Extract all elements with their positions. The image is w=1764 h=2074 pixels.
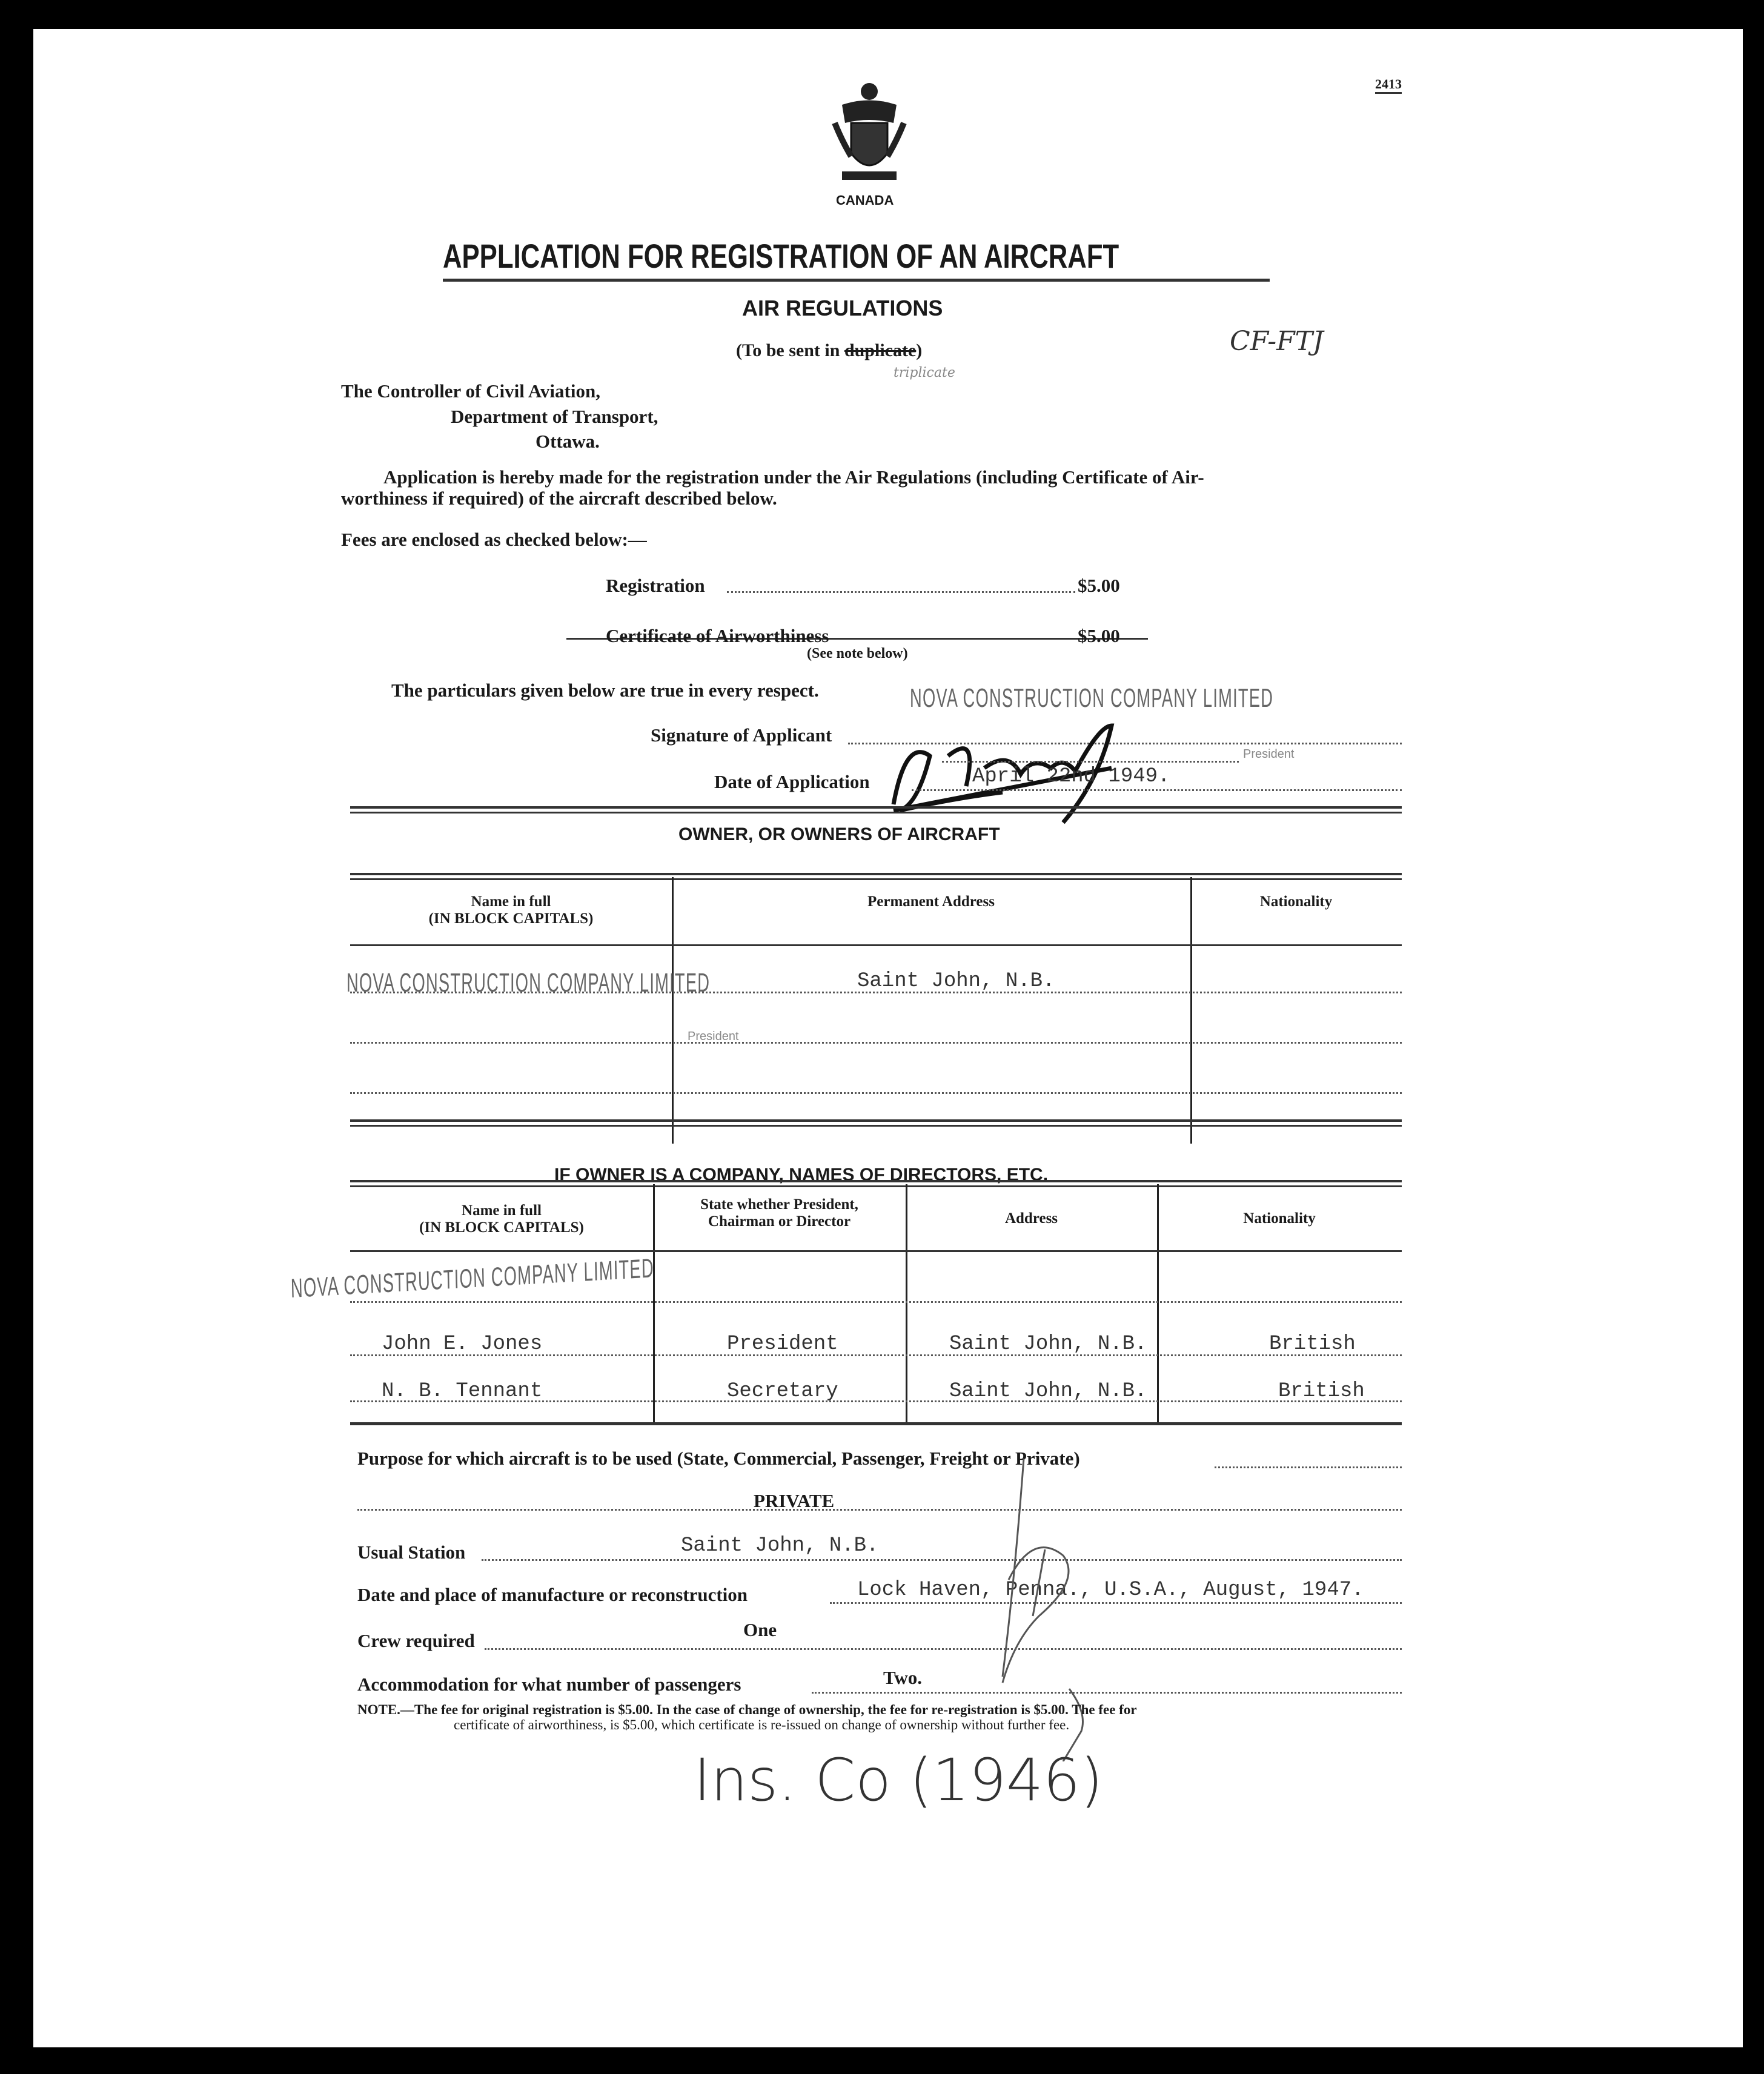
company-stamp: NOVA CONSTRUCTION COMPANY LIMITED bbox=[910, 683, 1274, 713]
director-name: John E. Jones bbox=[382, 1333, 543, 1356]
passengers-label: Accommodation for what number of passengers bbox=[357, 1674, 741, 1695]
owner-name: NOVA CONSTRUCTION COMPANY LIMITED bbox=[346, 968, 711, 998]
column-divider bbox=[672, 877, 674, 1144]
title-underline bbox=[443, 279, 1270, 282]
director-position: Secretary bbox=[727, 1380, 838, 1403]
crew-value: One bbox=[743, 1619, 777, 1640]
canada-crest-icon bbox=[830, 81, 909, 187]
owners-col-address: Permanent Address bbox=[867, 893, 995, 910]
page-title: APPLICATION FOR REGISTRATION OF AN AIRCRAFT bbox=[443, 237, 1119, 275]
station-label: Usual Station bbox=[357, 1542, 466, 1563]
owner-note: President bbox=[688, 1030, 739, 1043]
send-note: (To be sent in duplicate) bbox=[736, 340, 923, 360]
owners-col-name: Name in full (IN BLOCK CAPITALS) bbox=[428, 893, 594, 927]
directors-col-nationality: Nationality bbox=[1243, 1210, 1316, 1227]
owners-heading: OWNER, OR OWNERS OF AIRCRAFT bbox=[678, 824, 1000, 844]
directors-stamp: NOVA CONSTRUCTION COMPANY LIMITED bbox=[290, 1253, 655, 1304]
registration-mark: CF-FTJ bbox=[1230, 326, 1324, 357]
see-note: (See note below) bbox=[807, 646, 908, 661]
section-rule bbox=[350, 873, 1402, 880]
manufacture-label: Date and place of manufacture or reconstruction bbox=[357, 1584, 748, 1605]
signature-label: Signature of Applicant bbox=[651, 724, 832, 746]
crew-label: Crew required bbox=[357, 1630, 475, 1651]
addressee-line: Department of Transport, bbox=[451, 406, 658, 427]
addressee-line: The Controller of Civil Aviation, bbox=[341, 380, 600, 402]
manufacture-value: Lock Haven, Penna., U.S.A., August, 1947. bbox=[857, 1579, 1364, 1602]
fees-label: Fees are enclosed as checked below:— bbox=[341, 529, 647, 550]
fee-airworthiness-label: Certificate of Airworthiness bbox=[606, 625, 829, 646]
date-value: April 22nd 1949. bbox=[972, 765, 1170, 788]
director-address: Saint John, N.B. bbox=[949, 1380, 1147, 1403]
header-rule bbox=[350, 1250, 1402, 1252]
date-label: Date of Application bbox=[714, 771, 870, 792]
director-position: President bbox=[727, 1333, 838, 1356]
directors-heading: IF OWNER IS A COMPANY, NAMES OF DIRECTORS, ETC. bbox=[554, 1165, 1049, 1185]
application-text: Application is hereby made for the registration under the Air Regulations (including Certificate of Air- bbox=[383, 466, 1204, 488]
title-line bbox=[942, 761, 1239, 763]
document-page bbox=[33, 29, 1743, 2047]
handwritten-triplicate: triplicate bbox=[894, 365, 955, 380]
signature-title: President bbox=[1243, 747, 1295, 761]
leader-dots bbox=[727, 591, 1075, 593]
directors-col-position: State whether President, Chairman or Director bbox=[700, 1196, 858, 1230]
fee-registration-amount: $5.00 bbox=[1078, 575, 1120, 596]
leader-dots bbox=[482, 1559, 1402, 1561]
director-address: Saint John, N.B. bbox=[949, 1333, 1147, 1356]
purpose-value: PRIVATE bbox=[754, 1490, 835, 1511]
station-value: Saint John, N.B. bbox=[681, 1534, 879, 1557]
row-line bbox=[350, 1092, 1402, 1094]
application-text: worthiness if required) of the aircraft described below. bbox=[341, 488, 777, 509]
leader-dots bbox=[357, 1509, 1402, 1511]
header-rule bbox=[350, 944, 1402, 946]
form-number: 2413 bbox=[1375, 76, 1402, 94]
directors-col-address: Address bbox=[1004, 1210, 1058, 1227]
purpose-label: Purpose for which aircraft is to be used (State, Commercial, Passenger, Freight or Private) bbox=[357, 1448, 1080, 1469]
handwritten-note: Ins. Co (1946) bbox=[694, 1746, 1103, 1814]
crest-label: CANADA bbox=[836, 193, 894, 208]
owners-col-nationality: Nationality bbox=[1259, 893, 1333, 910]
declaration: The particulars given below are true in every respect. bbox=[391, 680, 819, 701]
fee-registration-label: Registration bbox=[606, 575, 705, 596]
note-text: certificate of airworthiness, is $5.00, which certificate is re-issued on change of ownership without further fee. bbox=[454, 1717, 1070, 1732]
section-rule bbox=[350, 1119, 1402, 1127]
directors-col-name: Name in full (IN BLOCK CAPITALS) bbox=[419, 1202, 584, 1236]
note-text: NOTE.—The fee for original registration is $5.00. In the case of change of ownership, the fee for re-registration is $5.00. The fee for bbox=[357, 1702, 1137, 1717]
section-rule bbox=[350, 1422, 1402, 1425]
leader-dots bbox=[1215, 1466, 1402, 1468]
director-name: N. B. Tennant bbox=[382, 1380, 543, 1403]
fee-airworthiness-amount: $5.00 bbox=[1078, 625, 1120, 646]
passengers-value: Two. bbox=[883, 1667, 923, 1688]
row-line bbox=[350, 1042, 1402, 1044]
subtitle: AIR REGULATIONS bbox=[742, 296, 943, 320]
column-divider bbox=[1190, 877, 1192, 1144]
leader-dots bbox=[485, 1648, 1402, 1650]
section-rule bbox=[350, 806, 1402, 813]
section-rule bbox=[350, 1180, 1402, 1187]
date-line bbox=[912, 789, 1402, 791]
owner-address: Saint John, N.B. bbox=[857, 970, 1055, 993]
director-nationality: British bbox=[1269, 1333, 1356, 1356]
addressee-line: Ottawa. bbox=[536, 431, 600, 452]
row-line bbox=[350, 1301, 1402, 1303]
director-nationality: British bbox=[1278, 1380, 1365, 1403]
